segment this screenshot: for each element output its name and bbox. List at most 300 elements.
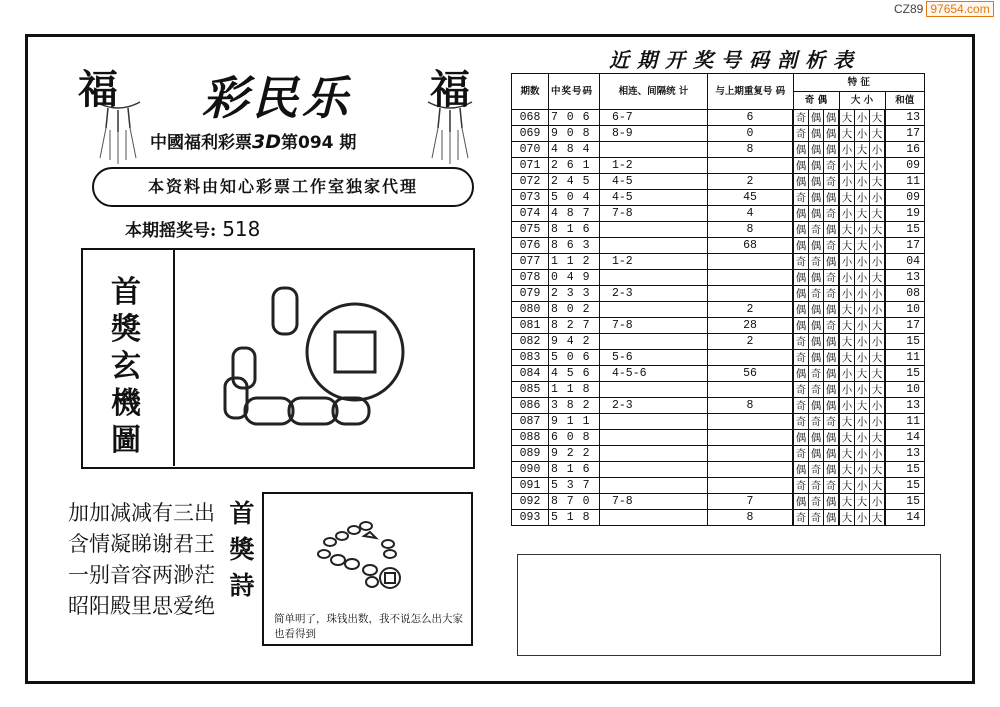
cell-issue: 074 — [512, 206, 549, 222]
cell-repeat: 4 — [708, 206, 794, 222]
cell-span: 8-9 — [600, 126, 708, 142]
cell-odd-even: 偶 — [793, 270, 809, 286]
cell-sum: 16 — [885, 142, 925, 158]
cell-odd-even: 奇 — [793, 254, 809, 270]
cell-span: 7-8 — [600, 206, 708, 222]
cell-repeat — [708, 478, 794, 494]
cell-odd-even: 奇 — [793, 478, 809, 494]
cell-odd-even: 偶 — [793, 286, 809, 302]
table-row — [512, 462, 925, 478]
cell-issue: 076 — [512, 238, 549, 254]
cell-sum: 11 — [885, 174, 925, 190]
cell-span — [600, 430, 708, 446]
poem-line: 加加减减有三出 — [68, 501, 215, 525]
puzzle-label-char: 玄 — [111, 349, 141, 384]
cell-number: 4 8 7 — [549, 206, 600, 222]
cell-sum: 13 — [885, 398, 925, 414]
cell-big-small: 大 — [839, 510, 855, 526]
cell-big-small: 大 — [839, 318, 855, 334]
cell-odd-even: 奇 — [824, 174, 840, 190]
cell-big-small: 小 — [870, 398, 886, 414]
cell-big-small: 小 — [855, 334, 870, 350]
cell-issue: 086 — [512, 398, 549, 414]
cell-repeat: 45 — [708, 190, 794, 206]
cell-big-small: 大 — [870, 174, 886, 190]
cell-number: 0 4 9 — [549, 270, 600, 286]
cell-big-small: 大 — [855, 206, 870, 222]
cell-big-small: 小 — [839, 398, 855, 414]
cell-repeat: 6 — [708, 110, 794, 126]
cell-odd-even: 偶 — [824, 110, 840, 126]
cell-span — [600, 222, 708, 238]
cell-odd-even: 偶 — [809, 430, 824, 446]
cell-repeat: 2 — [708, 334, 794, 350]
cell-big-small: 大 — [870, 222, 886, 238]
cell-span: 7-8 — [600, 318, 708, 334]
cell-odd-even: 偶 — [809, 318, 824, 334]
cell-number: 9 0 8 — [549, 126, 600, 142]
cell-odd-even: 奇 — [809, 254, 824, 270]
cell-big-small: 大 — [839, 446, 855, 462]
cell-big-small: 大 — [870, 510, 886, 526]
cell-span — [600, 334, 708, 350]
cell-odd-even: 偶 — [824, 446, 840, 462]
cell-odd-even: 奇 — [793, 350, 809, 366]
cell-span: 4-5 — [600, 174, 708, 190]
cell-odd-even: 偶 — [824, 398, 840, 414]
cell-odd-even: 偶 — [809, 398, 824, 414]
cell-odd-even: 奇 — [809, 494, 824, 510]
table-row — [512, 366, 925, 382]
cell-span: 5-6 — [600, 350, 708, 366]
blank-notes-box — [517, 554, 941, 656]
cell-odd-even: 偶 — [824, 302, 840, 318]
table-row — [512, 190, 925, 206]
table-row — [512, 494, 925, 510]
cell-number: 3 8 2 — [549, 398, 600, 414]
cell-number: 5 0 6 — [549, 350, 600, 366]
cell-big-small: 小 — [870, 446, 886, 462]
cell-big-small: 大 — [839, 190, 855, 206]
cell-odd-even: 偶 — [824, 350, 840, 366]
cell-big-small: 小 — [855, 110, 870, 126]
cell-big-small: 大 — [870, 478, 886, 494]
cell-odd-even: 奇 — [824, 478, 840, 494]
puzzle-box — [81, 248, 475, 469]
cell-span — [600, 142, 708, 158]
cell-big-small: 大 — [839, 414, 855, 430]
draw-line — [125, 216, 260, 241]
cell-odd-even: 偶 — [793, 158, 809, 174]
cell-span: 6-7 — [600, 110, 708, 126]
table-row — [512, 334, 925, 350]
cell-issue: 073 — [512, 190, 549, 206]
cell-big-small: 小 — [855, 510, 870, 526]
cell-sum: 11 — [885, 414, 925, 430]
cell-sum: 17 — [885, 238, 925, 254]
table-row — [512, 254, 925, 270]
cell-sum: 14 — [885, 430, 925, 446]
watermark — [894, 2, 998, 20]
cell-odd-even: 偶 — [824, 510, 840, 526]
cell-number: 8 6 3 — [549, 238, 600, 254]
cell-big-small: 小 — [839, 366, 855, 382]
cell-span: 1-2 — [600, 254, 708, 270]
hint-text: 简单明了，珠钱出数，我不说怎么出大家也看得到 — [274, 613, 463, 640]
cell-odd-even: 奇 — [793, 510, 809, 526]
cell-big-small: 大 — [870, 350, 886, 366]
cell-repeat — [708, 286, 794, 302]
cell-repeat — [708, 414, 794, 430]
coin-puzzle-image — [175, 250, 473, 466]
watermark-code: CZ89 — [894, 2, 924, 16]
cell-repeat: 2 — [708, 302, 794, 318]
cell-issue: 079 — [512, 286, 549, 302]
cell-odd-even: 奇 — [793, 446, 809, 462]
cell-odd-even: 奇 — [809, 382, 824, 398]
cell-repeat: 8 — [708, 398, 794, 414]
coin-hint-image — [294, 508, 444, 608]
header-issue: 期数 — [512, 74, 549, 110]
cell-number: 4 5 6 — [549, 366, 600, 382]
cell-odd-even: 偶 — [793, 238, 809, 254]
cell-odd-even: 偶 — [809, 238, 824, 254]
cell-big-small: 小 — [839, 254, 855, 270]
cell-odd-even: 偶 — [809, 158, 824, 174]
cell-issue: 070 — [512, 142, 549, 158]
cell-repeat: 56 — [708, 366, 794, 382]
table-row — [512, 398, 925, 414]
cell-big-small: 小 — [855, 222, 870, 238]
poem-label-char: 獎 — [229, 535, 255, 564]
cell-odd-even: 奇 — [793, 382, 809, 398]
cell-odd-even: 偶 — [793, 206, 809, 222]
cell-odd-even: 偶 — [793, 366, 809, 382]
cell-odd-even: 偶 — [793, 222, 809, 238]
cell-odd-even: 偶 — [809, 126, 824, 142]
cell-big-small: 小 — [839, 382, 855, 398]
cell-odd-even: 偶 — [809, 334, 824, 350]
cell-odd-even: 奇 — [824, 286, 840, 302]
cell-big-small: 小 — [839, 286, 855, 302]
cell-odd-even: 奇 — [809, 510, 824, 526]
cell-sum: 11 — [885, 350, 925, 366]
cell-big-small: 大 — [839, 462, 855, 478]
cell-number: 1 1 8 — [549, 382, 600, 398]
issue-number: 第094 期 — [281, 133, 357, 153]
cell-issue: 089 — [512, 446, 549, 462]
cell-big-small: 小 — [839, 174, 855, 190]
cell-big-small: 小 — [870, 238, 886, 254]
cell-issue: 072 — [512, 174, 549, 190]
cell-issue: 082 — [512, 334, 549, 350]
cell-odd-even: 偶 — [824, 494, 840, 510]
cell-big-small: 大 — [839, 494, 855, 510]
cell-issue: 092 — [512, 494, 549, 510]
cell-number: 9 4 2 — [549, 334, 600, 350]
table-row — [512, 446, 925, 462]
cell-big-small: 大 — [839, 430, 855, 446]
cell-odd-even: 奇 — [809, 478, 824, 494]
cell-number: 8 2 7 — [549, 318, 600, 334]
cell-big-small: 小 — [870, 414, 886, 430]
cell-span — [600, 478, 708, 494]
puzzle-label-char: 機 — [111, 386, 141, 421]
issue-game: 3D — [252, 131, 281, 153]
cell-big-small: 大 — [870, 270, 886, 286]
table-row — [512, 302, 925, 318]
cell-repeat — [708, 382, 794, 398]
cell-big-small: 大 — [870, 382, 886, 398]
cell-big-small: 小 — [839, 270, 855, 286]
cell-odd-even: 偶 — [793, 430, 809, 446]
cell-big-small: 小 — [855, 414, 870, 430]
cell-odd-even: 偶 — [824, 254, 840, 270]
cell-sum: 09 — [885, 158, 925, 174]
cell-big-small: 大 — [855, 238, 870, 254]
cell-odd-even: 偶 — [809, 142, 824, 158]
cell-big-small: 小 — [855, 350, 870, 366]
cell-big-small: 大 — [870, 110, 886, 126]
puzzle-label — [101, 274, 151, 459]
cell-big-small: 小 — [855, 286, 870, 302]
cell-odd-even: 偶 — [793, 494, 809, 510]
cell-big-small: 小 — [855, 270, 870, 286]
draw-analysis-table — [511, 73, 925, 526]
cell-span — [600, 302, 708, 318]
fu-character-right: 福 — [430, 66, 470, 113]
cell-odd-even: 奇 — [824, 414, 840, 430]
cell-repeat: 0 — [708, 126, 794, 142]
cell-big-small: 大 — [855, 398, 870, 414]
cell-odd-even: 奇 — [793, 398, 809, 414]
cell-sum: 15 — [885, 222, 925, 238]
cell-repeat — [708, 254, 794, 270]
puzzle-label-char: 首 — [111, 275, 141, 310]
cell-issue: 083 — [512, 350, 549, 366]
table-row — [512, 174, 925, 190]
cell-odd-even: 偶 — [809, 174, 824, 190]
puzzle-label-cell — [83, 250, 175, 466]
cell-big-small: 小 — [855, 382, 870, 398]
cell-odd-even: 偶 — [824, 190, 840, 206]
cell-big-small: 大 — [839, 350, 855, 366]
header-feature: 特 征 — [793, 74, 925, 92]
cell-odd-even: 偶 — [824, 126, 840, 142]
table-row — [512, 206, 925, 222]
table-row — [512, 222, 925, 238]
cell-sum: 17 — [885, 126, 925, 142]
cell-odd-even: 偶 — [824, 334, 840, 350]
cell-number: 2 3 3 — [549, 286, 600, 302]
cell-issue: 071 — [512, 158, 549, 174]
cell-big-small: 小 — [855, 174, 870, 190]
cell-odd-even: 偶 — [793, 142, 809, 158]
cell-repeat — [708, 462, 794, 478]
cell-number: 8 1 6 — [549, 462, 600, 478]
cell-sum: 15 — [885, 462, 925, 478]
cell-repeat: 8 — [708, 510, 794, 526]
cell-big-small: 小 — [855, 126, 870, 142]
cell-sum: 10 — [885, 302, 925, 318]
cell-odd-even: 偶 — [824, 430, 840, 446]
cell-repeat: 7 — [708, 494, 794, 510]
cell-issue: 093 — [512, 510, 549, 526]
cell-odd-even: 奇 — [809, 414, 824, 430]
poem-label-char: 首 — [229, 499, 255, 528]
cell-sum: 13 — [885, 110, 925, 126]
cell-big-small: 小 — [839, 142, 855, 158]
cell-number: 2 4 5 — [549, 174, 600, 190]
cell-number: 2 6 1 — [549, 158, 600, 174]
cell-sum: 15 — [885, 478, 925, 494]
table-row — [512, 510, 925, 526]
header-span: 相连、间隔统 计 — [600, 74, 708, 110]
cell-repeat: 68 — [708, 238, 794, 254]
cell-repeat: 8 — [708, 222, 794, 238]
table-row — [512, 318, 925, 334]
cell-big-small: 小 — [855, 318, 870, 334]
cell-span — [600, 238, 708, 254]
cell-big-small: 小 — [839, 206, 855, 222]
cell-odd-even: 偶 — [793, 318, 809, 334]
cell-number: 9 1 1 — [549, 414, 600, 430]
cell-odd-even: 偶 — [824, 366, 840, 382]
cell-big-small: 大 — [870, 430, 886, 446]
cell-sum: 08 — [885, 286, 925, 302]
cell-big-small: 大 — [870, 318, 886, 334]
table-title: 近期开奖号码剖析表 — [609, 48, 861, 72]
cell-sum: 10 — [885, 382, 925, 398]
cell-sum: 17 — [885, 318, 925, 334]
cell-repeat: 28 — [708, 318, 794, 334]
header-repeat: 与上期重复号 码 — [708, 74, 794, 110]
cell-big-small: 小 — [870, 334, 886, 350]
cell-issue: 080 — [512, 302, 549, 318]
cell-repeat: 2 — [708, 174, 794, 190]
cell-span — [600, 462, 708, 478]
table-row — [512, 478, 925, 494]
table-row — [512, 126, 925, 142]
header-odd-even: 奇 偶 — [793, 92, 839, 110]
cell-big-small: 大 — [839, 222, 855, 238]
cell-repeat — [708, 350, 794, 366]
cell-issue: 085 — [512, 382, 549, 398]
cell-odd-even: 奇 — [793, 334, 809, 350]
table-row — [512, 110, 925, 126]
cell-big-small: 小 — [870, 254, 886, 270]
cell-odd-even: 偶 — [793, 302, 809, 318]
cell-number: 4 8 4 — [549, 142, 600, 158]
cell-number: 5 1 8 — [549, 510, 600, 526]
cell-span — [600, 382, 708, 398]
cell-sum: 13 — [885, 270, 925, 286]
cell-odd-even: 奇 — [824, 238, 840, 254]
cell-odd-even: 奇 — [824, 270, 840, 286]
cell-big-small: 大 — [855, 366, 870, 382]
cell-issue: 084 — [512, 366, 549, 382]
cell-big-small: 大 — [870, 366, 886, 382]
cell-issue: 087 — [512, 414, 549, 430]
cell-number: 5 0 4 — [549, 190, 600, 206]
cell-big-small: 大 — [870, 126, 886, 142]
cell-odd-even: 奇 — [824, 158, 840, 174]
cell-big-small: 小 — [855, 478, 870, 494]
cell-number: 9 2 2 — [549, 446, 600, 462]
cell-odd-even: 偶 — [824, 382, 840, 398]
cell-odd-even: 偶 — [809, 206, 824, 222]
cell-span: 1-2 — [600, 158, 708, 174]
cell-span — [600, 270, 708, 286]
cell-sum: 04 — [885, 254, 925, 270]
poem-label-char: 詩 — [229, 571, 255, 600]
cell-odd-even: 偶 — [809, 350, 824, 366]
cell-big-small: 小 — [855, 430, 870, 446]
cell-number: 8 1 6 — [549, 222, 600, 238]
watermark-site-link[interactable]: 97654.com — [926, 1, 993, 17]
header-sum: 和值 — [885, 92, 925, 110]
cell-big-small: 大 — [855, 142, 870, 158]
cell-odd-even: 偶 — [793, 462, 809, 478]
cell-big-small: 大 — [839, 110, 855, 126]
cell-span: 4-5 — [600, 190, 708, 206]
cell-odd-even: 奇 — [824, 318, 840, 334]
cell-issue: 075 — [512, 222, 549, 238]
poem-line: 昭阳殿里思爱绝 — [68, 594, 215, 618]
cell-odd-even: 偶 — [809, 270, 824, 286]
cell-sum: 15 — [885, 334, 925, 350]
cell-odd-even: 奇 — [809, 222, 824, 238]
cell-issue: 068 — [512, 110, 549, 126]
issue-line — [150, 128, 420, 153]
cell-sum: 09 — [885, 190, 925, 206]
cell-issue: 091 — [512, 478, 549, 494]
cell-big-small: 小 — [870, 286, 886, 302]
cell-sum: 13 — [885, 446, 925, 462]
puzzle-label-char: 獎 — [111, 312, 141, 347]
cell-big-small: 小 — [870, 190, 886, 206]
cell-big-small: 大 — [855, 494, 870, 510]
cell-odd-even: 奇 — [809, 286, 824, 302]
cell-odd-even: 偶 — [809, 446, 824, 462]
cell-odd-even: 奇 — [793, 126, 809, 142]
cell-big-small: 大 — [839, 126, 855, 142]
app-title: 彩民乐 — [202, 71, 352, 125]
cell-odd-even: 奇 — [809, 462, 824, 478]
poem-line: 含情凝睇谢君王 — [68, 532, 215, 556]
cell-big-small: 大 — [839, 302, 855, 318]
cell-repeat — [708, 446, 794, 462]
cell-big-small: 大 — [855, 158, 870, 174]
cell-odd-even: 偶 — [809, 190, 824, 206]
cell-number: 8 7 0 — [549, 494, 600, 510]
cell-big-small: 小 — [855, 302, 870, 318]
cell-big-small: 小 — [855, 446, 870, 462]
draw-label: 本期摇奖号: — [125, 221, 217, 241]
table-row — [512, 142, 925, 158]
cell-sum: 14 — [885, 510, 925, 526]
cell-repeat: 8 — [708, 142, 794, 158]
cell-odd-even: 偶 — [809, 110, 824, 126]
cell-repeat — [708, 270, 794, 286]
cell-number: 5 3 7 — [549, 478, 600, 494]
cell-sum: 15 — [885, 494, 925, 510]
poem-label — [228, 496, 256, 604]
poem-line: 一别音容两渺茫 — [68, 563, 215, 587]
cell-odd-even: 偶 — [824, 462, 840, 478]
cell-odd-even: 偶 — [809, 302, 824, 318]
table-row — [512, 382, 925, 398]
